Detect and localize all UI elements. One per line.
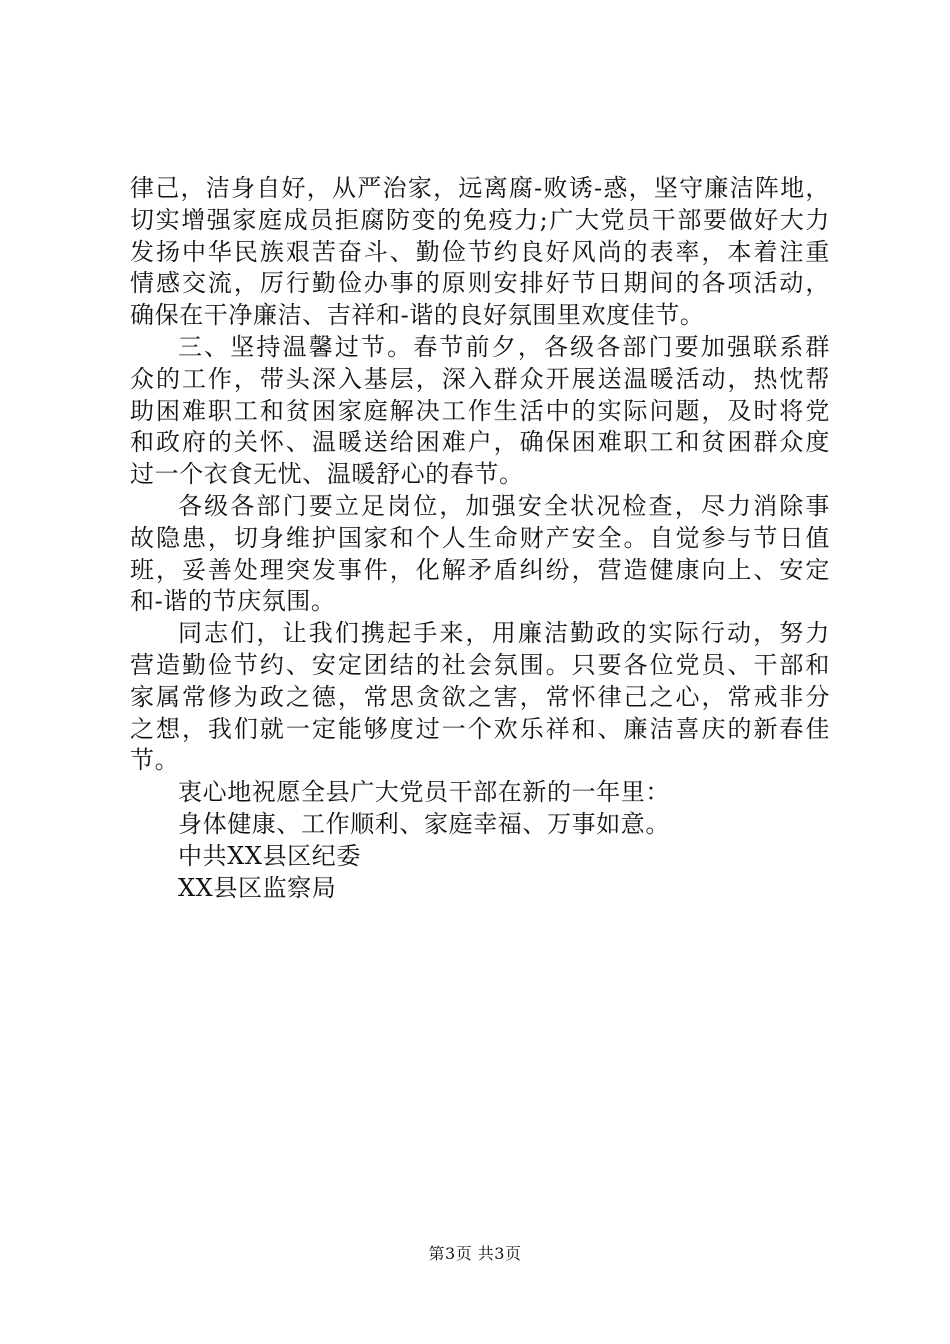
paragraph-line: 律己，洁身自好，从严治家，远离腐-败诱-惑，坚守廉洁阵地， [130,174,830,202]
section-heading-line: 三、坚持温馨过节。春节前夕，各级各部门要加强联系群 [178,332,830,361]
document-body [130,173,830,904]
paragraph-line: 过一个衣食无忧、温暖舒心的春节。 [130,460,524,489]
paragraph-line: 之想，我们就一定能够度过一个欢乐祥和、廉洁喜庆的新春佳 [130,714,830,743]
page-number-footer: 第3页 共3页 [428,1244,522,1263]
signature-line: XX县区监察局 [178,873,337,902]
paragraph-line: 班，妥善处理突发事件，化解矛盾纠纷，营造健康向上、安定 [130,555,830,584]
paragraph-line: 情感交流，厉行勤俭办事的原则安排好节日期间的各项活动， [130,269,830,298]
closing-wish-line: 衷心地祝愿全县广大党员干部在新的一年里： [178,778,670,807]
paragraph-line: 同志们，让我们携起手来，用廉洁勤政的实际行动，努力 [178,619,830,648]
paragraph-line: 众的工作，带头深入基层，深入群众开展送温暖活动，热忱帮 [130,364,830,393]
paragraph-line: 故隐患，切身维护国家和个人生命财产安全。自觉参与节日值 [130,523,830,552]
closing-wish-line: 身体健康、工作顺利、家庭幸福、万事如意。 [178,809,670,838]
paragraph-line: 家属常修为政之德，常思贪欲之害，常怀律己之心，常戒非分 [130,682,830,711]
paragraph-line: 助困难职工和贫困家庭解决工作生活中的实际问题，及时将党 [130,396,830,425]
paragraph-line: 确保在干净廉洁、吉祥和-谐的良好氛围里欢度佳节。 [130,301,705,330]
paragraph-line: 和-谐的节庆氛围。 [130,587,336,616]
paragraph-line: 节。 [130,746,180,775]
paragraph-line: 营造勤俭节约、安定团结的社会氛围。只要各位党员、干部和 [130,650,830,679]
paragraph-line: 切实增强家庭成员拒腐防变的免疫力;广大党员干部要做好大力 [130,205,830,234]
paragraph-line: 发扬中华民族艰苦奋斗、勤俭节约良好风尚的表率，本着注重 [130,237,830,266]
paragraph-line: 各级各部门要立足岗位，加强安全状况检查，尽力消除事 [178,491,830,520]
signature-line: 中共XX县区纪委 [178,841,361,870]
paragraph-line: 和政府的关怀、温暖送给困难户，确保困难职工和贫困群众度 [130,428,830,457]
